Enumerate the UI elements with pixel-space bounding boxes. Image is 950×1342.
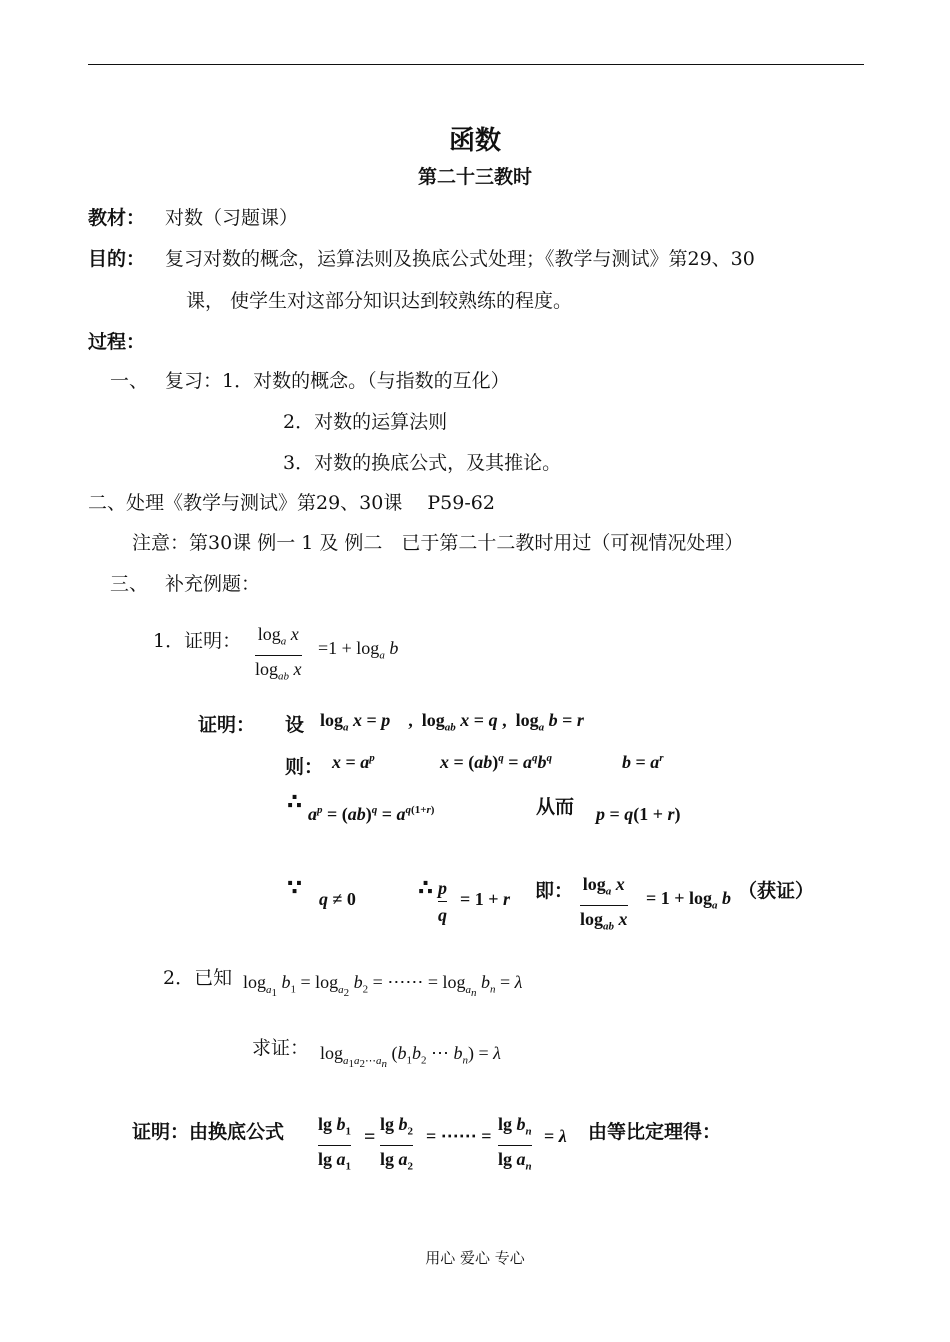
because-symbol: ∵	[287, 876, 303, 901]
section-1-item-3: 3．对数的换底公式，及其推论。	[283, 452, 562, 474]
proof-1-exp-2: $x = (ab)^q = a^qb^q$	[440, 752, 553, 772]
example-1-fraction: $\log_a x$ $\log_{ab} x$	[255, 624, 302, 683]
goal-line-2: 课， 使学生对这部分知识达到较熟练的程度。	[186, 290, 573, 312]
section-3-number: 三、	[110, 573, 149, 595]
therefore-symbol-1: ∴	[287, 790, 303, 815]
example-2-prove-label: 求证：	[252, 1037, 310, 1059]
proof-2-fraction-1: $\lg b_1$ $\lg a_1$	[318, 1114, 352, 1173]
example-2-claim: $\log_{a_1a_2\cdots a_n} (b_1b_2$ ⋯ $b_n) = \lambda$	[320, 1043, 501, 1070]
material-label: 教材：	[88, 207, 146, 229]
goal-line-1: 复习对数的概念，运算法则及换底公式处理；《教学与测试》第29、30	[165, 248, 755, 270]
proof-1-q-nonzero: q ≠ 0	[319, 889, 356, 909]
section-1-item-2: 2．对数的运算法则	[283, 411, 448, 433]
example-2-label: 2．已知	[163, 967, 233, 989]
proof-1-exp-3: $b = a^r$	[622, 752, 664, 772]
goal-label: 目的：	[88, 248, 146, 270]
proof-2-lambda: = λ	[544, 1126, 567, 1146]
proof-1-result: p = q(1 + r)	[596, 804, 681, 824]
proof-1-label: 证明：	[198, 714, 256, 736]
proof-2-fraction-2: $\lg b_2$ $\lg a_2$	[380, 1114, 414, 1173]
proof-1-definitions: $\log_a x = p$ , $\log_{ab} x = q$ , $\log_a b = r$	[320, 710, 584, 734]
page-title: 函数	[448, 126, 501, 156]
proof-1-then-label: 则：	[285, 756, 324, 778]
section-2-line: 二、处理《教学与测试》第29、30课 P59-62	[88, 492, 495, 514]
proof-1-equation: $a^p = (ab)^q = a^{q(1+r)}$	[308, 804, 435, 824]
proof-2-ellipsis: = ⋯⋯ =	[426, 1126, 492, 1146]
proof-1-pq-fraction: p q	[438, 878, 447, 925]
proof-1-ie-label: 即：	[535, 880, 574, 902]
proof-1-done-label: （获证）	[738, 880, 815, 902]
lesson-subtitle: 第二十三教时	[417, 166, 532, 188]
proof-2-eq-1: =	[364, 1126, 376, 1148]
section-3-label: 补充例题：	[165, 573, 261, 595]
material-value: 对数（习题课）	[165, 207, 299, 229]
proof-1-exp-1: $x = a^p$	[332, 752, 375, 772]
proof-1-final-fraction: $\log_a x$ $\log_{ab} x$	[580, 874, 628, 933]
section-1-item-1: 复习：1．对数的概念。（与指数的互化）	[165, 370, 510, 392]
process-label: 过程：	[88, 331, 146, 353]
therefore-symbol-2: ∴	[418, 876, 434, 901]
proof-2-text: 证明：由换底公式	[132, 1121, 285, 1143]
proof-2-ratio-text: 由等比定理得：	[588, 1121, 722, 1143]
page-footer: 用心 爱心 专心	[425, 1249, 525, 1267]
proof-1-set-label: 设	[285, 714, 305, 736]
proof-2-fraction-n: $\lg b_n$ $\lg a_n$	[498, 1114, 532, 1173]
proof-1-pq-rhs: = 1 + r	[460, 889, 511, 909]
proof-1-hence-label: 从而	[536, 796, 575, 818]
section-1-number: 一、	[110, 370, 149, 392]
example-1-rhs: $=1 + \log_a b$	[318, 638, 399, 662]
section-2-note: 注意：第30课 例一 1 及 例二 已于第二十二教时用过（可视情况处理）	[132, 532, 744, 554]
example-2-given: $\log_{a_1} b_1 = \log_{a_2} b_2$ = ⋯⋯ = $\log_{a_n} b_n = \lambda$	[243, 972, 523, 999]
proof-1-final-rhs: = $1 + \log_a b$	[646, 888, 732, 912]
example-1-label: 1．证明：	[153, 630, 242, 652]
header-rule	[88, 64, 864, 65]
